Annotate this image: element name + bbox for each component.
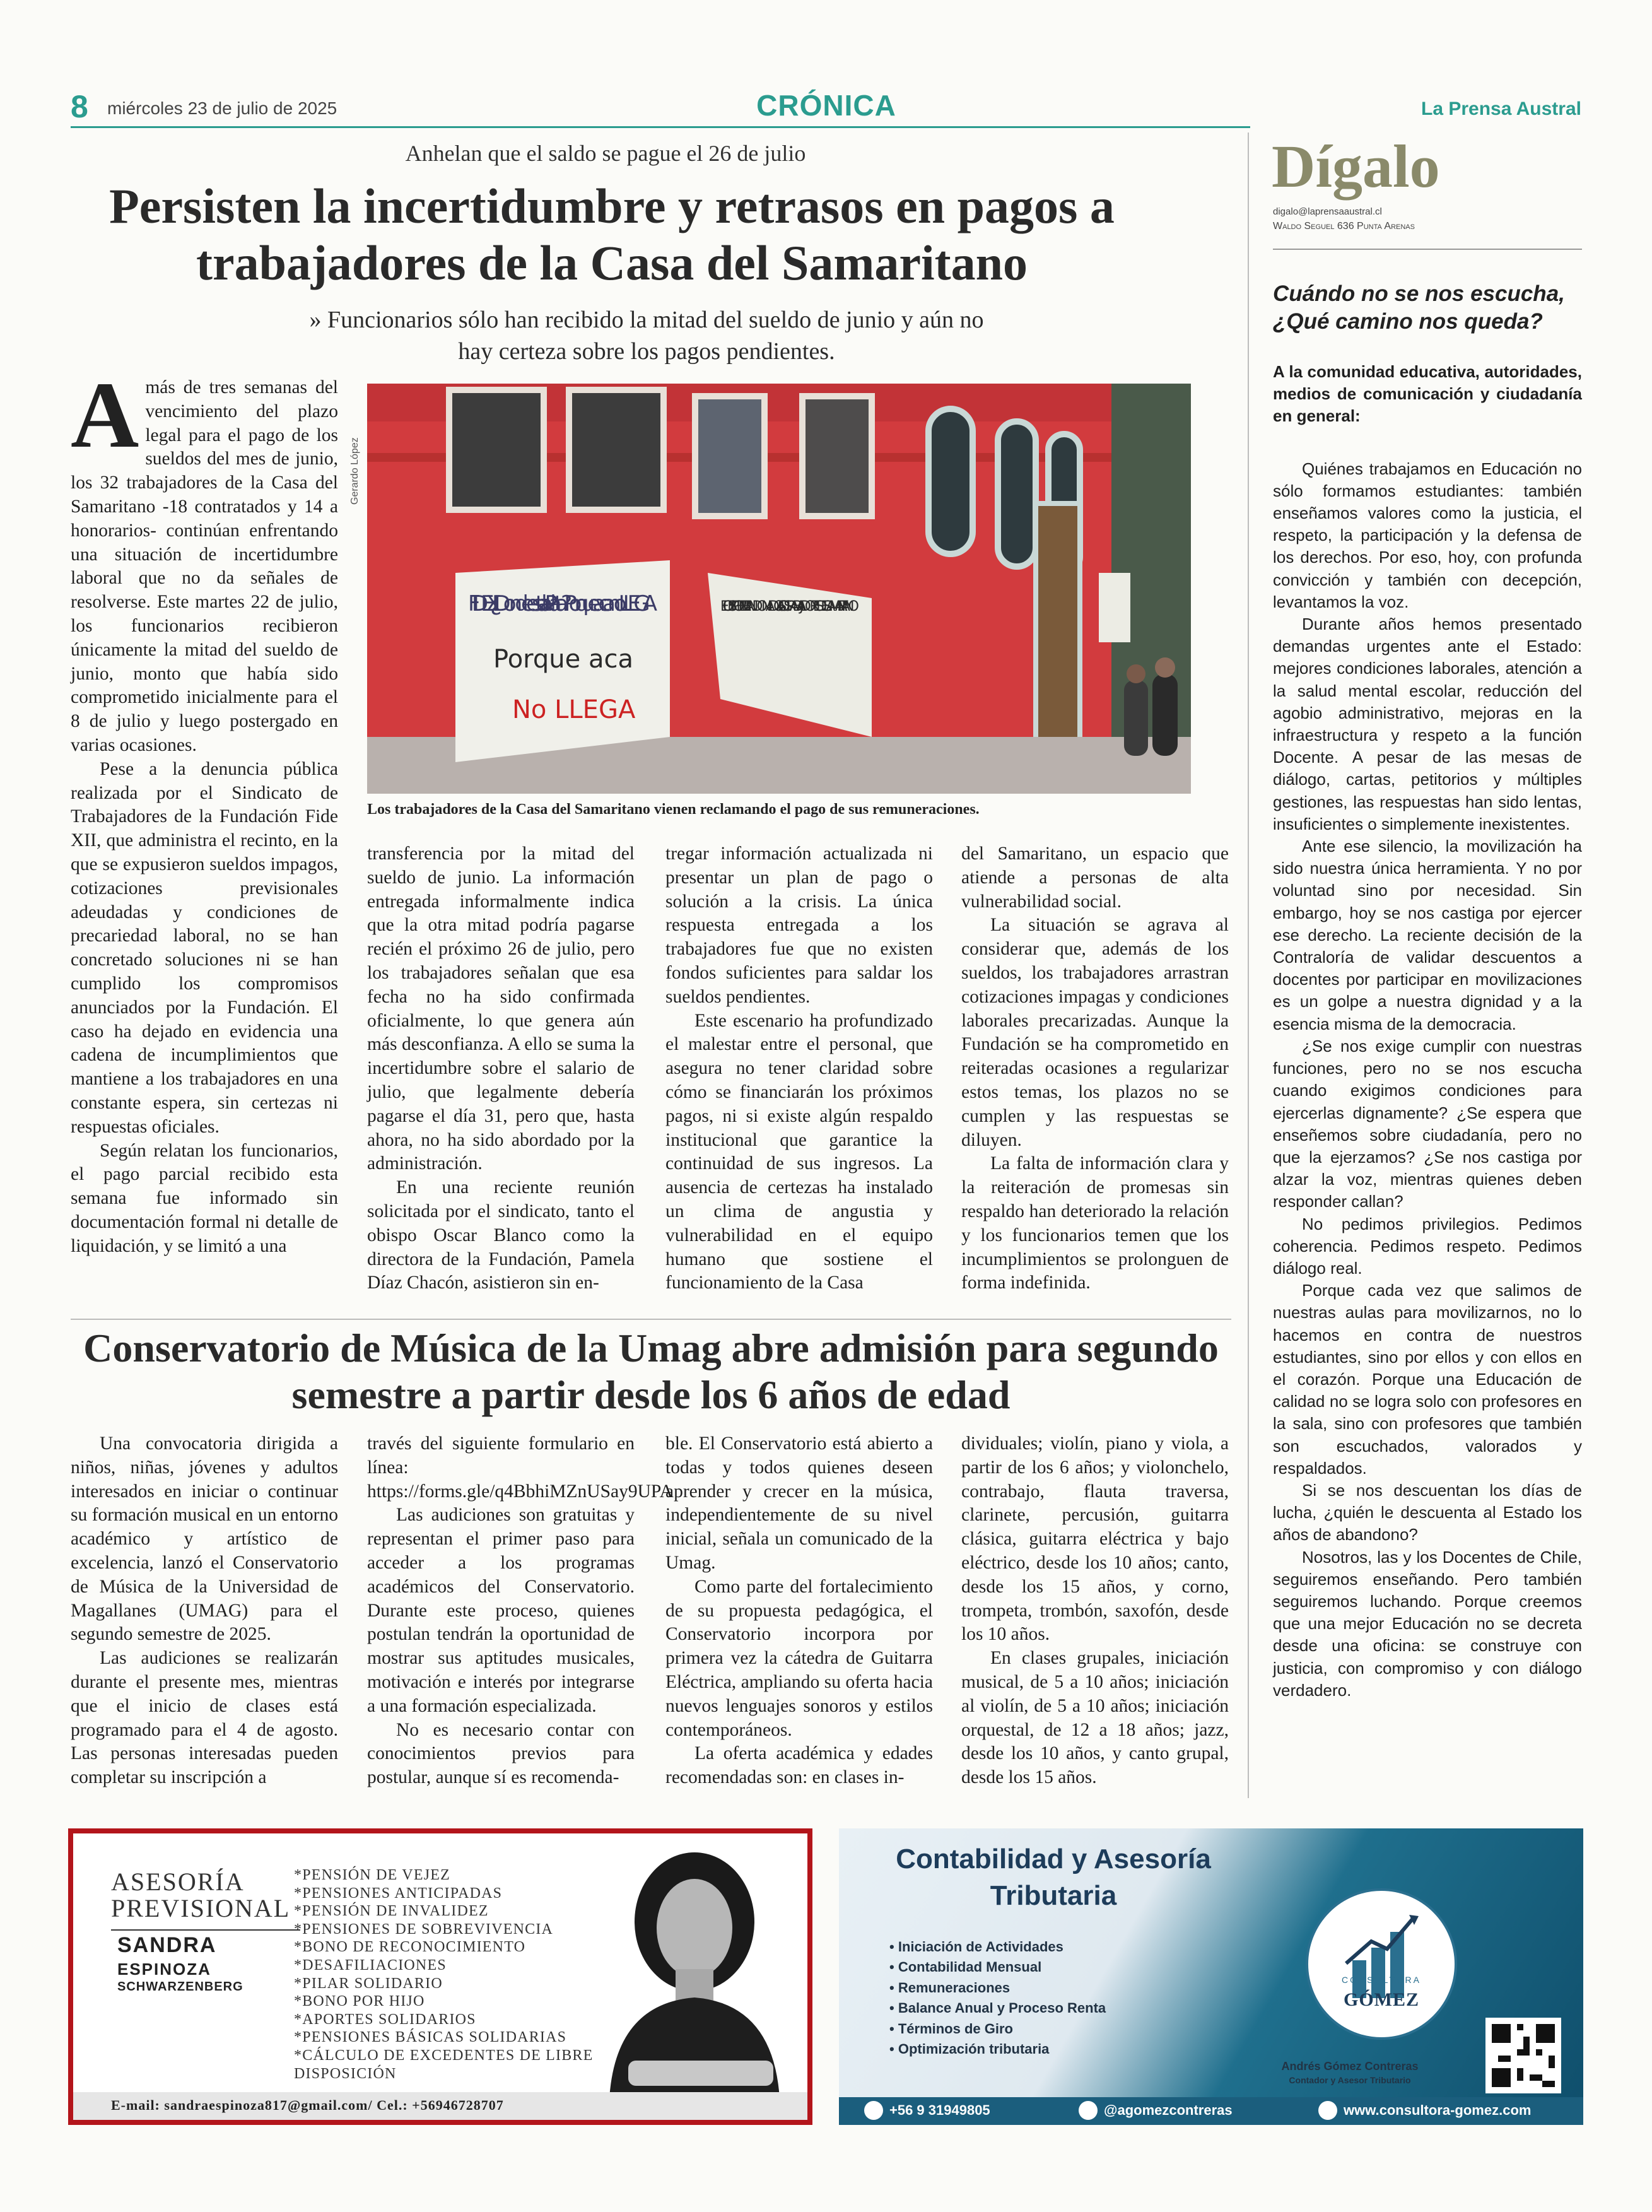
ad-contact[interactable]: E-mail: sandraespinoza817@gmail.com/ Cel.: +56946728707: [111, 2097, 504, 2113]
article-headline: Persisten la incertidumbre y retrasos en pagos a trabajadores de la Casa del Samaritano: [109, 179, 1115, 290]
qr-code[interactable]: [1485, 2018, 1561, 2093]
service-item: • Optimización tributaria: [889, 2039, 1106, 2059]
section-name: CRÓNICA: [756, 89, 896, 122]
ad-instagram[interactable]: @agomezcontreras: [1104, 2102, 1233, 2118]
instagram-icon: [1079, 2101, 1098, 2120]
article-2-column-2: [367, 1432, 673, 1790]
paragraph: En clases grupales, iniciación musical, de 5 a 10 años; iniciación al violín, de 5 a 10 años; iniciación orquestal, de 12 a 18 años; jazz, desde los 10 años, y canto grupal, desde los 15 años.: [961, 1648, 1229, 1788]
letter-body: [1273, 361, 1582, 1702]
svg-text:No LLEGA: No LLEGA: [512, 695, 636, 724]
article-column-3: [665, 842, 933, 1295]
page-number: 8: [71, 89, 88, 124]
ad-title-line-1: ASESORÍA: [111, 1868, 245, 1896]
sidebar-divider: [1248, 132, 1249, 1798]
ad-surname-1: ESPINOZA: [117, 1960, 211, 1979]
letter-paragraph: ¿Se nos exige cumplir con nuestras funciones, pero no se nos escucha cuando exigimos condiciones para ejercerlas dignamente? ¿Se espera que enseñemos sobre ciudadanía, pero no que la ejerzamos? ¿Se nos castiga por alzar la voz, mientras quienes deben responder callan?: [1273, 1036, 1582, 1211]
paragraph: tregar información actualizada ni presentar un plan de pago o solución a la crisis. La única respuesta entregada a los trabajadores fue que no existen fondos suficientes para saldar los sueldos pendientes.: [665, 844, 933, 1007]
letter-paragraph: Porque cada vez que salimos de nuestras aulas para movilizarnos, no lo hacemos en contra de nuestros estudiantes, sino por ellos y con ellos en el corazón. Porque una Educación de calidad no se logra solo con profesores en la sala, sino con profesores que también son escuchados, valorados y respaldados.: [1273, 1281, 1582, 1478]
article-column-2: [367, 842, 635, 1295]
article-2-headline: Conservatorio de Música de la Umag abre admisión para segundo semestre a partir desde los 6 años de edad: [83, 1326, 1219, 1417]
paragraph: Las audiciones son gratuitas y representan el primer paso para acceder a los programas académicos del Conservatorio. Durante este proceso, quienes postulan tendrán la oportunidad de mostrar sus aptitudes musicales, motivación e interés por integrarse a una formación especializada.: [367, 1505, 635, 1716]
paragraph: más de tres semanas del vencimiento del plazo legal para el pago de los sueldos del mes de junio, los 32 trabajadores de la Casa del Samaritano -18 contratados y 14 a honorarios- continúan enfrentando una situación de incertidumbre laboral que no da señales de resolverse. Este martes 22 de julio, los funcionarios recibieron únicamente la mitad del sueldo de junio, monto que había sido comprometido inicialmente para el 8 de julio y luego postergado en varias ocasiones.: [71, 377, 338, 755]
service-item: *BONO DE RECONOCIMIENTO: [294, 1939, 526, 1956]
photo-banner-2-text: EL OBISPO TIENE 'BANDONADOS' A LOS TRABAJADORES DEL SAMARITANO: [720, 599, 859, 615]
service-item: *PENSIÓN DE VEJEZ: [294, 1867, 450, 1883]
letter-title: Cuándo no se nos escucha, ¿Qué camino nos queda?: [1273, 281, 1565, 334]
advertisement-consultora-gomez: [839, 1828, 1583, 2125]
letter-paragraph: Durante años hemos presentado demandas urgentes ante el Estado: mejores condiciones laborales, atención a la salud mental escolar, reducción del agobio administrativo, mejoras en la infraestructura y respeto a la función Docente. A pesar de las mesas de diálogo, cartas, petitorios y múltiples gestiones, las respuestas han sido lentas, insuficientes o simplemente inexistentes.: [1273, 615, 1582, 833]
bar-chart-icon: [1308, 1891, 1455, 2037]
logo-name: GÓMEZ: [1343, 1989, 1419, 2010]
article-column-1: [71, 363, 338, 1258]
paragraph: Una convocatoria dirigida a niños, niñas, jóvenes y adultos interesados en iniciar o continuar su formación musical en un entorno académico y artístico de excelencia, lanzó el Conservatorio de Música de la Universidad de Magallanes (UMAG) para el segundo semestre de 2025.: [71, 1433, 338, 1645]
article-subhead: » Funcionarios sólo han recibido la mitad del sueldo de junio y aún no hay certeza sobre los pagos pendientes.: [309, 307, 984, 365]
ad-services-list: [294, 1866, 622, 2083]
article-2-column-1: [71, 1432, 338, 1790]
ad-services-list: [889, 1937, 1106, 2059]
consultora-logo: [1306, 1888, 1457, 2040]
paragraph: Este escenario ha profundizado el malestar entre el personal, que asegura no tener claridad sobre cómo se financiarán los próximos pagos, ni si existe algún respaldo institucional que garantice la continuidad de sus ingresos. La ausencia de certezas ha instalado un clima de angustia y vulnerabilidad en el equipo humano que sostiene el funcionamiento de la Casa: [665, 1010, 933, 1293]
article-kicker: Anhelan que el saldo se pague el 26 de julio: [405, 141, 806, 166]
issue-date: miércoles 23 de julio de 2025: [107, 98, 337, 118]
whatsapp-icon: [864, 2101, 883, 2120]
svg-text:Porque aca: Porque aca: [493, 645, 633, 674]
service-item: *BONO POR HIJO: [294, 1993, 425, 2010]
sidebar-email[interactable]: digalo@laprensaaustral.cl: [1273, 206, 1382, 217]
article-column-4: [961, 842, 1229, 1295]
service-item: *PENSIÓN DE INVALIDEZ: [294, 1903, 489, 1920]
advisor-portrait: [590, 1852, 799, 2098]
paragraph: La oferta académica y edades recomendadas son: en clases in-: [665, 1743, 933, 1788]
ad-title-line-2: PREVISIONAL: [111, 1894, 291, 1922]
person-title: Contador y Asesor Tributario: [1289, 2075, 1411, 2085]
article-2-column-3: [665, 1432, 933, 1790]
paragraph: del Samaritano, un espacio que atiende a personas de alta vulnerabilidad social.: [961, 844, 1229, 912]
article-divider: [71, 1319, 1231, 1320]
person-name: Andrés Gómez Contreras: [1281, 2060, 1419, 2073]
paragraph: La falta de información clara y la reiteración de promesas sin respaldo han deteriorado la relación y los funcionarios temen que los incumplimientos se prolonguen de forma indefinida.: [961, 1153, 1229, 1293]
service-item: *PILAR SOLIDARIO: [294, 1975, 443, 1992]
paragraph: dividuales; violín, piano y viola, a partir de los 6 años; y violonchelo, contrabajo, flauta traversa, clarinete, percusión, guitarra clásica, guitarra eléctrica y bajo eléctrico, desde los 10 años; canto, desde los 15 años, y corno, trompeta, trombón, saxofón, desde los 10 años.: [961, 1433, 1229, 1645]
paragraph: ble. El Conservatorio está abierto a todas y todos quienes deseen aprender y crecer en la música, independientemente de su nivel inicial, señala un comunicado de la Umag.: [665, 1433, 933, 1573]
sidebar-address: Waldo Seguel 636 Punta Arenas: [1273, 221, 1415, 232]
header-rule: [71, 126, 1250, 128]
photo-banner-1-text: FIDE XII ¿Donde esta la Plata? Porque aca no LLEGA: [468, 591, 657, 616]
letter-paragraph: Si se nos descuentan los días de lucha, ¿quién le descuenta al Estado los años de abandono?: [1273, 1480, 1582, 1544]
paragraph: Las audiciones se realizarán durante el presente mes, mientras que el inicio de clases está programado para el 4 de agosto. Las personas interesadas pueden completar su inscripción a: [71, 1648, 338, 1788]
service-item: • Remuneraciones: [889, 1978, 1106, 1998]
service-item: *PENSIONES ANTICIPADAS: [294, 1885, 503, 1902]
service-item: • Términos de Giro: [889, 2019, 1106, 2039]
ad-person: [1230, 2059, 1470, 2087]
protest-banners-photo: [367, 384, 1191, 794]
paragraph: La situación se agrava al considerar que, además de los sueldos, los trabajadores arrastran cotizaciones impagas y condiciones laborales precarizadas. Aunque la Fundación se ha comprometido en reiteradas ocasiones a regularizar estos temas, los plazos no se cumplen y las respuestas se diluyen.: [961, 915, 1229, 1150]
service-item: • Balance Anual y Proceso Renta: [889, 1998, 1106, 2018]
article-photo: [367, 384, 1191, 794]
service-item: *PENSIONES BÁSICAS SOLIDARIAS: [294, 2029, 567, 2046]
service-item: • Contabilidad Mensual: [889, 1957, 1106, 1977]
paragraph: Según relatan los funcionarios, el pago parcial recibido esta semana fue informado sin documentación formal ni detalle de liquidación, y se limitó a una: [71, 1140, 338, 1256]
ad-title: Contabilidad y Asesoría Tributaria: [896, 1844, 1211, 1911]
ad-website[interactable]: www.consultora-gomez.com: [1344, 2102, 1532, 2118]
paragraph: Como parte del fortalecimiento de su propuesta pedagógica, el Conservatorio incorpora por primera vez la cátedra de Guitarra Eléctrica, ampliando su oferta hacia nuevos lenguajes sonoros y estilos contemporáneos.: [665, 1576, 933, 1740]
paragraph: En una reciente reunión solicitada por el sindicato, tanto el obispo Oscar Blanco como la directora de la Fundación, Pamela Díaz Chacón, asistieron sin en-: [367, 1177, 635, 1293]
letter-paragraph: Nosotros, las y los Docentes de Chile, seguiremos enseñando. Pero también seguiremos luchando. Porque creemos que una mejor Educación no se decreta desde una oficina: se construye con justicia, con compromiso y con diálogo verdadero.: [1273, 1547, 1582, 1700]
letter-paragraph: Ante ese silencio, la movilización ha sido nuestra única herramienta. Y no por voluntad sino por necesidad. Sin embargo, hoy se nos castiga por ejercer ese derecho. La reciente decisión de la Contraloría de validar descuentos a docentes por participar en movilizaciones es un golpe a nuestra dignidad y a la esencia misma de la democracia.: [1273, 837, 1582, 1033]
drop-cap: A: [71, 363, 139, 468]
paragraph: Pese a la denuncia pública realizada por el Sindicato de Trabajadores de la Fundación Fide XII, que administra el recinto, en la que se expusieron sueldos impagos, cotizaciones previsionales adeudadas y condiciones de precariedad laboral, no se han concretado soluciones ni se han cumplido los compromisos anunciados por la Fundación. El caso ha dejado en evidencia una cadena de incumplimientos que mantiene a los trabajadores en una constante espera, sin certezas ni respuestas oficiales.: [71, 758, 338, 1137]
sidebar-title: Dígalo: [1272, 132, 1440, 200]
service-item: *CÁLCULO DE EXCEDENTES DE LIBRE DISPOSICIÓN: [294, 2047, 594, 2082]
ad-title: [111, 1869, 290, 1922]
letter-paragraph: No pedimos privilegios. Pedimos coherencia. Pedimos respeto. Pedimos diálogo real.: [1273, 1214, 1582, 1278]
newspaper-name: La Prensa Austral: [1421, 98, 1581, 119]
ad-surname-2: SCHWARZENBERG: [117, 1980, 243, 1994]
letter-paragraph: Quiénes trabajamos en Educación no sólo formamos estudiantes: también enseñamos valores como la justicia, el respeto, la participación y la defensa de los derechos. Por eso, hoy, con profunda convicción y también con decepción, levantamos la voz.: [1273, 459, 1582, 611]
article-2-column-4: [961, 1432, 1229, 1790]
service-item: • Iniciación de Actividades: [889, 1937, 1106, 1957]
ad-rule: [111, 1929, 300, 1931]
paragraph: transferencia por la mitad del sueldo de junio. La información entregada informalmente indica que la otra mitad podría pagarse recién el próximo 26 de julio, pero los trabajadores señalan que esa fecha no ha sido confirmada oficialmente, lo que genera aún más desconfianza. A ello se suma la incertidumbre sobre el salario de julio, que legalmente debería pagarse el día 31, pero que, hasta ahora, no ha sido abordado por la administración.: [367, 844, 635, 1174]
paragraph: través del siguiente formulario en línea: https://forms.gle/q4BbhiMZnUSay9UPA: [367, 1433, 673, 1502]
ad-phone[interactable]: +56 9 31949805: [889, 2102, 990, 2118]
photo-credit: Gerardo López: [349, 437, 360, 505]
service-item: *APORTES SOLIDARIOS: [294, 2011, 476, 2028]
ad-name: SANDRA: [117, 1933, 217, 1957]
advertisement-asesoria-previsional: [68, 1828, 812, 2125]
letter-lead: A la comunidad educativa, autoridades, medios de comunicación y ciudadanía en general:: [1273, 362, 1582, 426]
service-item: *DESAFILIACIONES: [294, 1956, 447, 1974]
photo-caption: Los trabajadores de la Casa del Samaritano vienen reclamando el pago de sus remuneraciones.: [367, 801, 980, 818]
service-item: *PENSIONES DE SOBREVIVENCIA: [294, 1921, 554, 1938]
logo-subtitle: CONSULTORA: [1342, 1975, 1421, 1985]
globe-icon: [1318, 2101, 1337, 2120]
sidebar-rule: [1273, 249, 1582, 250]
paragraph: No es necesario contar con conocimientos previos para postular, aunque sí es recomenda-: [367, 1719, 635, 1788]
